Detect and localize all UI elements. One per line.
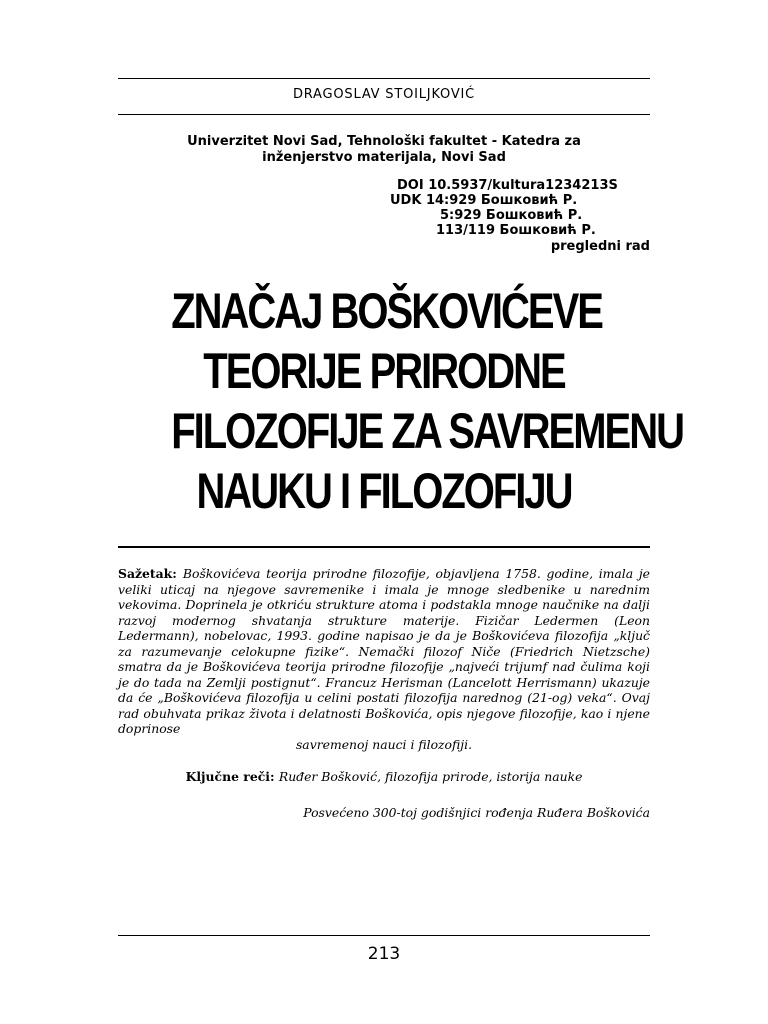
- top-rule: [118, 78, 650, 79]
- page-number: 213: [367, 944, 401, 964]
- author-underline-rule: [118, 114, 650, 115]
- title-line-4: NAUKU I FILOZOFIJU: [196, 463, 572, 519]
- paper-title: [118, 281, 683, 521]
- keywords-value: Ruđer Bošković, filozofija prirode, istorija nauke: [278, 769, 583, 784]
- title-bottom-rule: [118, 546, 650, 548]
- affiliation: [118, 134, 650, 166]
- doi-identifier: DOI 10.5937/kultura1234213S: [397, 178, 618, 193]
- keywords-label: Ključne reči:: [185, 769, 279, 784]
- udk-code-1: UDK 14:929 Бошковић Р.: [390, 193, 578, 208]
- identifiers-block: [380, 178, 650, 254]
- dedication: Posvećeno 300-toj godišnjici rođenja Ruđera Boškovića: [303, 805, 650, 820]
- abstract-label: Sažetak:: [118, 566, 183, 581]
- affiliation-line-2: inženjerstvo materijala, Novi Sad: [262, 150, 506, 165]
- abstract-body: Boškovićeva teorija prirodne filozofije, objavljena 1758. godine, imala je veliki uticaj na njegove savremenike i imala je mnoge sledbenike u narednim vekovima. Doprinela je otkriću strukture atoma i podstakla mnoge naučnike na dalji razvoj modernog shvatanja strukture materije. Fizičar Ledermen (Leon Ledermann), nobelovac, 1993. godine napisao je da je Boškovićeva filozofija „ključ za razumevanje celokupne fizike“. Nemački filozof Niče (Friedrich Nietzsche) smatra da je Boškovićeva teorija prirodne filozofije „najveći trijumf nad čulima koji je do tada na Zemlji postignut“. Francuz Herisman (Lancelott Herrismann) ukazuje da će „Boškovićeva filozofija u celini postati filozofija narednog (21-og) veka“. Ovaj rad obuhvata prikaz života i delatnosti Boškovića, opis njegove filozofije, kao i njene doprinose: [118, 566, 650, 736]
- footer-rule: [118, 935, 650, 936]
- affiliation-line-1: Univerzitet Novi Sad, Tehnološki fakultet - Katedra za: [187, 134, 581, 149]
- keywords: [118, 769, 650, 785]
- paper-type: pregledni rad: [550, 239, 650, 254]
- udk-code-3: 113/119 Бошковић Р.: [436, 223, 596, 238]
- title-line-1: ZNAČAJ BOŠKOVIĆEVE: [171, 283, 602, 339]
- udk-code-2: 5:929 Бошковић Р.: [440, 208, 583, 223]
- title-line-2: TEORIJE PRIRODNE: [203, 343, 565, 399]
- abstract-last-line: savremenoj nauci i filozofiji.: [295, 736, 473, 752]
- author-name: DRAGOSLAV STOILJKOVIĆ: [292, 87, 476, 102]
- title-line-3: FILOZOFIJE ZA SAVREMENU: [171, 403, 683, 459]
- abstract: [118, 566, 650, 752]
